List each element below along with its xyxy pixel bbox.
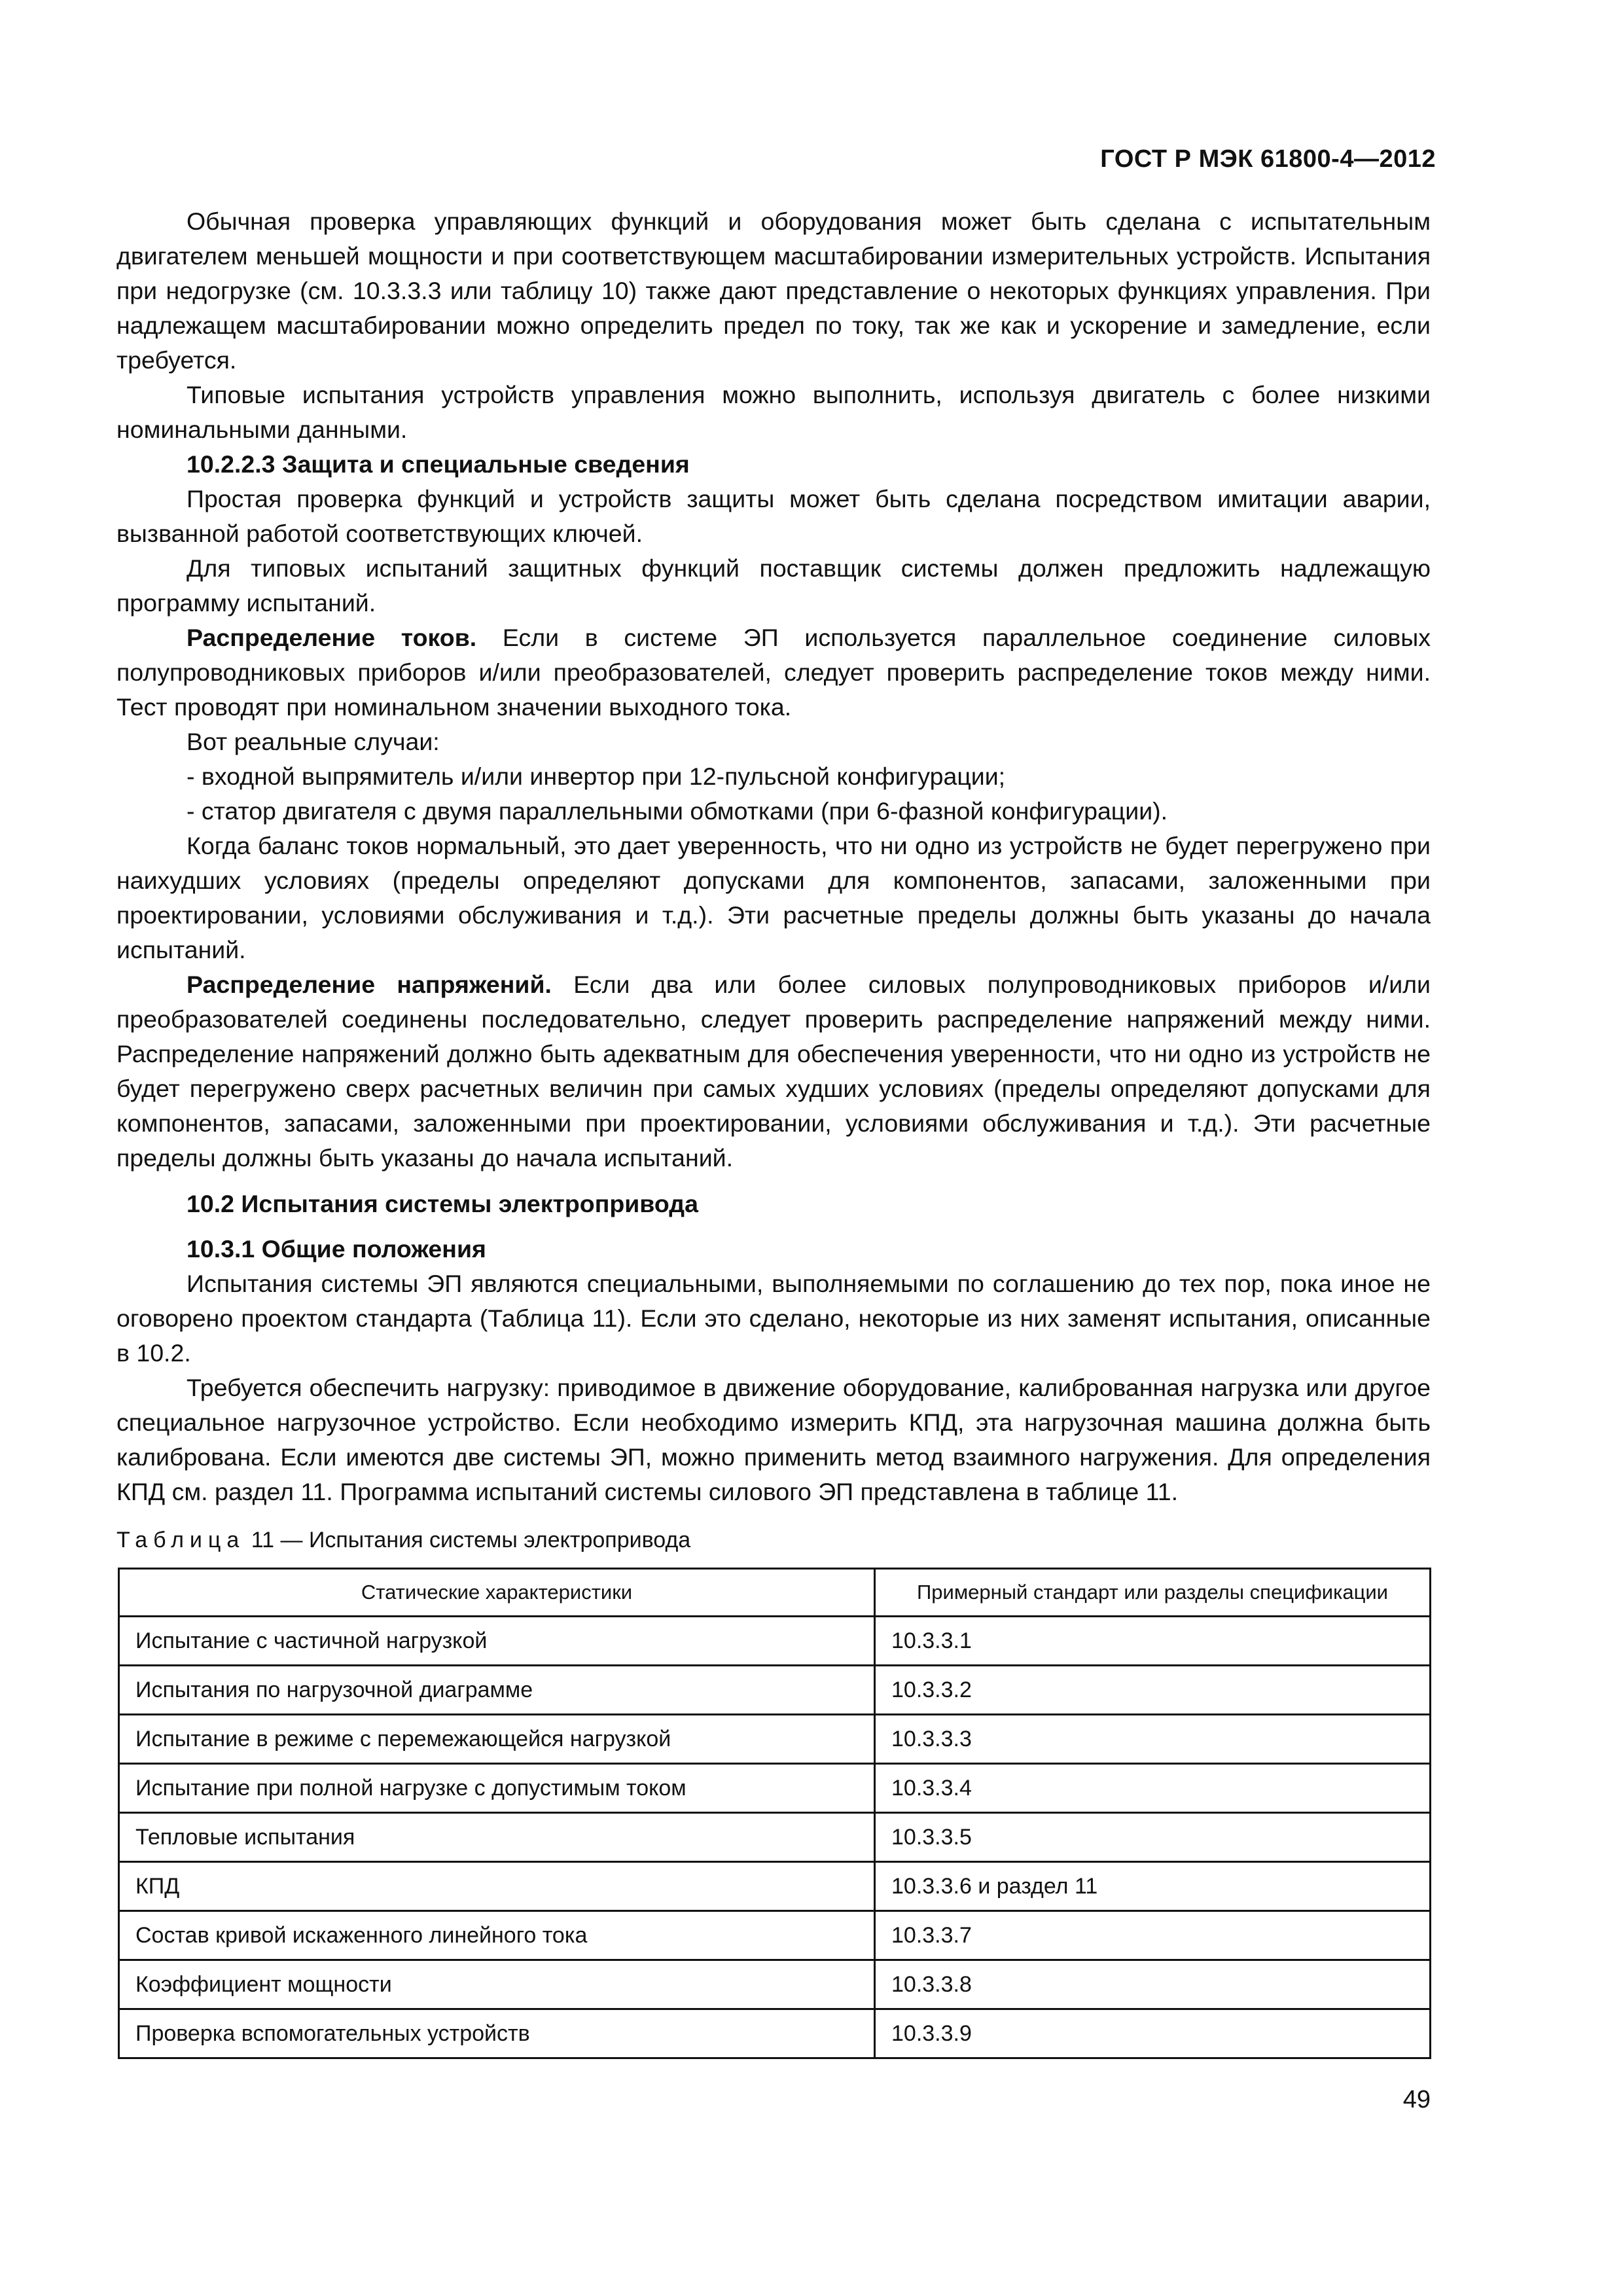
paragraph: Требуется обеспечить нагрузку: приводимое в движение оборудование, калиброванная нагрузка или другое специальное нагрузочное устройство. Если необходимо измерить КПД, эта нагрузочная машина должна быть калиброванa. Если имеются две системы ЭП, можно применить метод взаимного нагружения. Для определения КПД см. раздел 11. Программа испытаний системы силового ЭП представлена в таблице 11.: [116, 1374, 1431, 1505]
table-cell: Испытание при полной нагрузке с допустимым током: [119, 1764, 875, 1813]
section-heading: 10.3.1 Общие положения: [187, 1235, 486, 1263]
paragraph: [116, 620, 1431, 725]
paragraph: Для типовых испытаний защитных функций поставщик системы должен предложить надлежащую программу испытаний.: [116, 554, 1431, 617]
table-cell: Тепловые испытания: [119, 1813, 875, 1862]
paragraph: Вот реальные случаи:: [187, 728, 440, 755]
table-cell: Коэффициент мощности: [119, 1960, 875, 2009]
table-cell: Проверка вспомогательных устройств: [119, 2009, 875, 2058]
table-cell: 10.3.3.2: [875, 1666, 1431, 1715]
list-item: - статор двигателя с двумя параллельными обмотками (при 6-фазной конфигурации).: [187, 797, 1168, 825]
table-row: [119, 1764, 1431, 1813]
table-header-row: [119, 1569, 1431, 1617]
table-header-cell: Примерный стандарт или разделы спецификации: [875, 1569, 1431, 1617]
table-row: [119, 1617, 1431, 1666]
table-cell: 10.3.3.9: [875, 2009, 1431, 2058]
table-header-cell: Статические характеристики: [119, 1569, 875, 1617]
table-cell: Испытания по нагрузочной диаграмме: [119, 1666, 875, 1715]
table-cell: 10.3.3.4: [875, 1764, 1431, 1813]
table-row: [119, 1715, 1431, 1764]
table-row: [119, 1960, 1431, 2009]
table-cell: 10.3.3.6 и раздел 11: [875, 1862, 1431, 1911]
document-header: ГОСТ Р МЭК 61800-4—2012: [1100, 145, 1436, 173]
paragraph: Обычная проверка управляющих функций и оборудования может быть сделана с испытательным двигателем меньшей мощности и при соответствующем масштабировании измерительных устройств. Испытания при недогрузке (см. 10.3.3.3 или таблицу 10) также дают представление о некоторых функциях управления. При надлежащем масштабировании можно определить предел по току, так же как и ускорение и замедление, если требуется.: [116, 207, 1431, 374]
table-caption-label: Таблица: [116, 1528, 245, 1552]
table-cell: 10.3.3.5: [875, 1813, 1431, 1862]
paragraph: Простая проверка функций и устройств защиты может быть сделана посредством имитации аварии, вызванной работой соответствующих ключей.: [116, 485, 1431, 547]
paragraph: Испытания системы ЭП являются специальными, выполняемыми по соглашению до тех пор, пока иное не оговорено проектом стандарта (Таблица 11). Если это сделано, некоторые из них заменят испытания, описанные в 10.2.: [116, 1270, 1431, 1367]
table-row: [119, 1666, 1431, 1715]
paragraph-text: Если два или более силовых полупроводниковых приборов и/или преобразователей соединены последовательно, следует проверить распределение напряжений между ними. Распределение напряжений должно быть адекватным для обеспечения уверенности, что ни одно из устройств не будет перегружено сверх расчетных величин при самых худших условиях (пределы определяют допусками для компонентов, запасами, заложенными при проектировании, условиями обслуживания и т.д.). Эти расчетные пределы должны быть указаны до начала испытаний.: [116, 971, 1431, 1172]
table-cell: 10.3.3.7: [875, 1911, 1431, 1960]
paragraph: [116, 967, 1431, 1175]
test-table: [118, 1568, 1431, 2059]
table-row: [119, 1862, 1431, 1911]
paragraph: Когда баланс токов нормальный, это дает уверенность, что ни одно из устройств не будет перегружено при наихудших условиях (пределы определяют допусками для компонентов, запасами, заложенными при проектировании, условиями обслуживания и т.д.). Эти расчетные пределы должны быть указаны до начала испытаний.: [116, 832, 1431, 963]
run-in-heading: Распределение напряжений.: [187, 971, 552, 998]
table-row: [119, 1911, 1431, 1960]
run-in-heading: Распределение токов.: [187, 624, 477, 651]
table-row: [119, 2009, 1431, 2058]
section-heading: 10.2 Испытания системы электропривода: [187, 1190, 698, 1217]
table-caption-title: 11 — Испытания системы электропривода: [245, 1528, 691, 1552]
table-row: [119, 1813, 1431, 1862]
table-cell: Состав кривой искаженного линейного тока: [119, 1911, 875, 1960]
paragraph: Типовые испытания устройств управления можно выполнить, используя двигатель с более низкими номинальными данными.: [116, 381, 1431, 443]
table-cell: Испытание с частичной нагрузкой: [119, 1617, 875, 1666]
page-number: 49: [1402, 2086, 1431, 2113]
table-cell: 10.3.3.1: [875, 1617, 1431, 1666]
body-text: [116, 204, 1431, 1509]
table-cell: 10.3.3.8: [875, 1960, 1431, 2009]
section-heading: 10.2.2.3 Защита и специальные сведения: [187, 450, 690, 478]
table-cell: Испытание в режиме с перемежающейся нагрузкой: [119, 1715, 875, 1764]
table-cell: 10.3.3.3: [875, 1715, 1431, 1764]
table-cell: КПД: [119, 1862, 875, 1911]
table-caption: [116, 1528, 690, 1553]
paragraph-text: Если в системе ЭП используется параллельное соединение силовых полупроводниковых приборов и/или преобразователей, следует проверить распределение токов между ними. Тест проводят при номинальном значении выходного тока.: [116, 624, 1431, 721]
list-item: - входной выпрямитель и/или инвертор при 12-пульсной конфигурации;: [187, 762, 1006, 790]
